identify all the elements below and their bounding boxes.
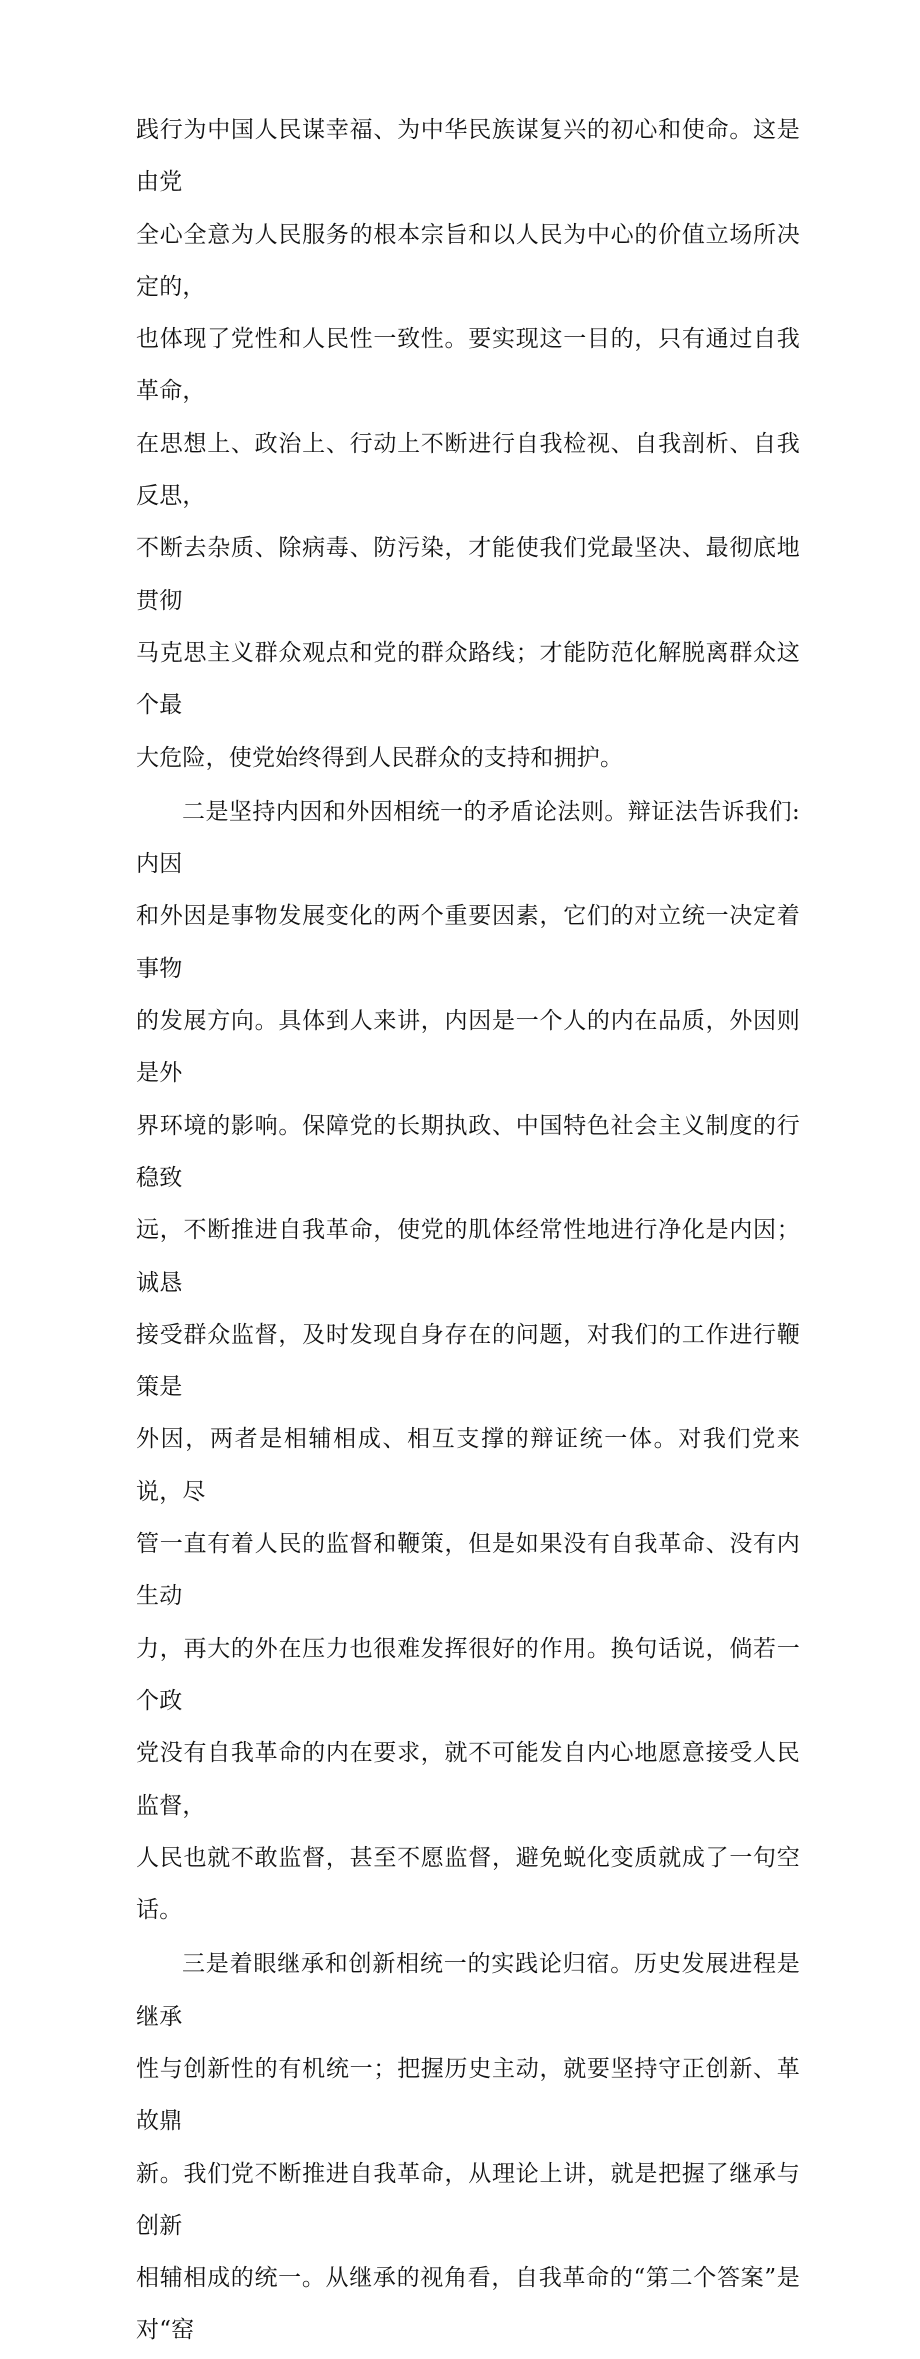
- text-line: 和外因是事物发展变化的两个重要因素，它们的对立统一决定着事物: [136, 903, 800, 982]
- paragraph-3: [136, 1938, 800, 2356]
- text-line: 马克思主义群众观点和党的群众路线；才能防范化解脱离群众这个最: [136, 639, 800, 719]
- text-line: 三是着眼继承和创新相统一的实践论归宿。历史发展进程是继承: [136, 1951, 800, 2030]
- text-line: 性与创新性的有机统一；把握历史主动，就要坚持守正创新、革故鼎: [136, 2055, 800, 2135]
- text-line: 全心全意为人民服务的根本宗旨和以人民为中心的价值立场所决定的，: [136, 221, 800, 300]
- document-body: [136, 104, 800, 2359]
- text-line: 相辅相成的统一。从继承的视角看，自我革命的“第二个答案”是对“窑: [136, 2265, 800, 2344]
- text-line: 党没有自我革命的内在要求，就不可能发自内心地愿意接受人民监督，: [136, 1740, 800, 1819]
- text-line: 在思想上、政治上、行动上不断进行自我检视、自我剖析、自我反思，: [136, 430, 800, 510]
- paragraph-2: [136, 786, 800, 1937]
- text-line: 的发展方向。具体到人来讲，内因是一个人的内在品质，外因则是外: [136, 1008, 800, 1087]
- text-line: 不断去杂质、除病毒、防污染，才能使我们党最坚决、最彻底地贯彻: [136, 535, 800, 614]
- paragraph-1: [136, 104, 800, 784]
- text-line: 新。我们党不断推进自我革命，从理论上讲，就是把握了继承与创新: [136, 2160, 800, 2239]
- text-line: 远，不断推进自我革命，使党的肌体经常性地进行净化是内因；诚恳: [136, 1217, 800, 1296]
- text-line: 大危险，使党始终得到人民群众的支持和拥护。: [136, 744, 624, 771]
- text-line: 管一直有着人民的监督和鞭策，但是如果没有自我革命、没有内生动: [136, 1531, 800, 1610]
- text-line: 力，再大的外在压力也很难发挥很好的作用。换句话说，倘若一个政: [136, 1635, 800, 1714]
- text-line: 也体现了党性和人民性一致性。要实现这一目的，只有通过自我革命，: [136, 326, 800, 405]
- text-line: 二是坚持内因和外因相统一的矛盾论法则。辩证法告诉我们:内因: [136, 798, 800, 878]
- text-line: 外因，两者是相辅相成、相互支撑的辩证统一体。对我们党来说，尽: [136, 1426, 800, 1505]
- text-line: 践行为中国人民谋幸福、为中华民族谋复兴的初心和使命。这是由党: [136, 117, 800, 196]
- text-line: 人民也就不敢监督，甚至不愿监督，避免蜕化变质就成了一句空话。: [136, 1844, 800, 1924]
- text-line: 接受群众监督，及时发现自身存在的问题，对我们的工作进行鞭策是: [136, 1321, 800, 1401]
- text-line: 界环境的影响。保障党的长期执政、中国特色社会主义制度的行稳致: [136, 1112, 800, 1191]
